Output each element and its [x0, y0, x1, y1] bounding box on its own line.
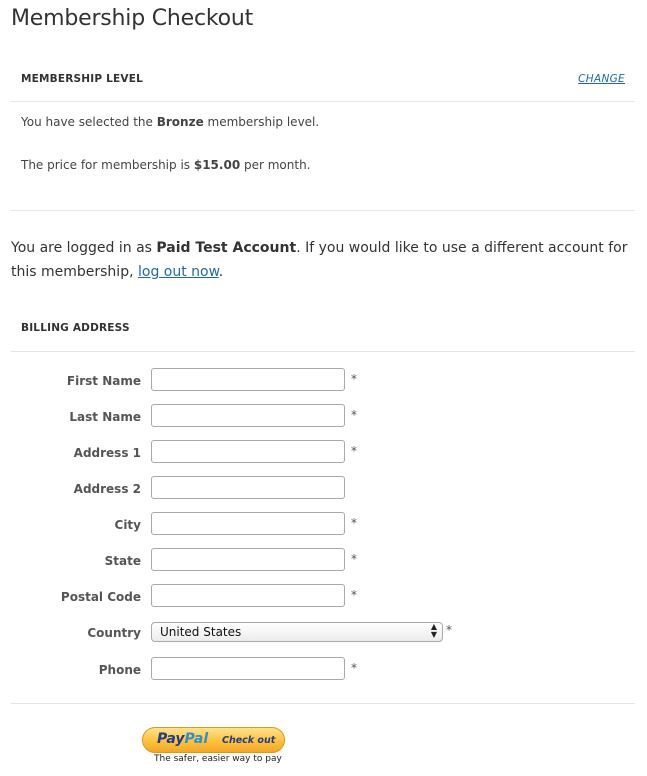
first-name-input[interactable]: [151, 368, 345, 391]
account-suffix: .: [218, 264, 224, 280]
last-name-label: Last Name: [69, 410, 141, 424]
state-input[interactable]: [151, 548, 345, 571]
first-name-label: First Name: [66, 374, 141, 388]
city-input[interactable]: [151, 512, 345, 535]
membership-level-header: [11, 60, 635, 102]
address2-row: [0, 476, 647, 500]
paypal-logo: [157, 731, 208, 747]
address1-row: [0, 440, 647, 464]
required-marker: *: [351, 552, 357, 566]
country-label: Country: [87, 626, 141, 640]
logged-in-notice: [11, 236, 631, 284]
paypal-logo-pal: Pal: [184, 731, 209, 747]
account-middle: . If you would like to use a different account for this membership,: [11, 240, 628, 280]
postal-code-label: Postal Code: [60, 590, 141, 604]
membership-level-heading: MEMBERSHIP LEVEL: [21, 73, 143, 85]
country-row: [0, 620, 647, 644]
address1-label: Address 1: [73, 446, 141, 460]
divider: [11, 210, 635, 211]
required-marker: *: [351, 408, 357, 422]
billing-address-heading: BILLING ADDRESS: [21, 322, 130, 334]
address2-label: Address 2: [73, 482, 141, 496]
select-arrows-icon: ▲ ▼: [430, 622, 437, 639]
account-name: Paid Test Account: [156, 240, 297, 256]
paypal-logo-pay: Pay: [157, 731, 185, 747]
page-title: Membership Checkout: [11, 6, 254, 31]
phone-row: [0, 657, 647, 681]
address1-input[interactable]: [151, 440, 345, 463]
city-row: [0, 512, 647, 536]
city-label: City: [114, 518, 141, 532]
billing-address-header: [11, 309, 635, 352]
required-marker: *: [351, 372, 357, 386]
state-row: [0, 548, 647, 572]
country-selected-value: United States: [160, 625, 242, 639]
required-marker: *: [351, 444, 357, 458]
price-value: $15.00: [193, 158, 241, 172]
state-label: State: [104, 554, 141, 568]
price-suffix: per month.: [240, 158, 311, 172]
account-prefix: You are logged in as: [11, 240, 157, 256]
level-name: Bronze: [156, 115, 204, 129]
phone-label: Phone: [98, 663, 141, 677]
price-text: [21, 158, 311, 172]
phone-input[interactable]: [151, 657, 345, 680]
change-level-link[interactable]: CHANGE: [578, 73, 625, 85]
paypal-tagline: The safer, easier way to pay: [154, 754, 282, 764]
last-name-row: [0, 404, 647, 428]
first-name-row: [0, 368, 647, 392]
paypal-button-label: Check out: [222, 735, 276, 746]
selected-level-text: [21, 115, 319, 129]
address2-input[interactable]: [151, 476, 345, 499]
paypal-checkout-button[interactable]: [142, 727, 285, 753]
required-marker: *: [446, 623, 452, 637]
logout-link[interactable]: log out now: [137, 264, 219, 280]
selected-suffix: membership level.: [203, 115, 320, 129]
required-marker: *: [351, 661, 357, 675]
divider: [11, 703, 635, 704]
last-name-input[interactable]: [151, 404, 345, 427]
required-marker: *: [351, 516, 357, 530]
postal-code-row: [0, 584, 647, 608]
price-prefix: The price for membership is: [21, 158, 194, 172]
postal-code-input[interactable]: [151, 584, 345, 607]
selected-prefix: You have selected the: [21, 115, 157, 129]
required-marker: *: [351, 588, 357, 602]
country-select[interactable]: [151, 622, 443, 642]
